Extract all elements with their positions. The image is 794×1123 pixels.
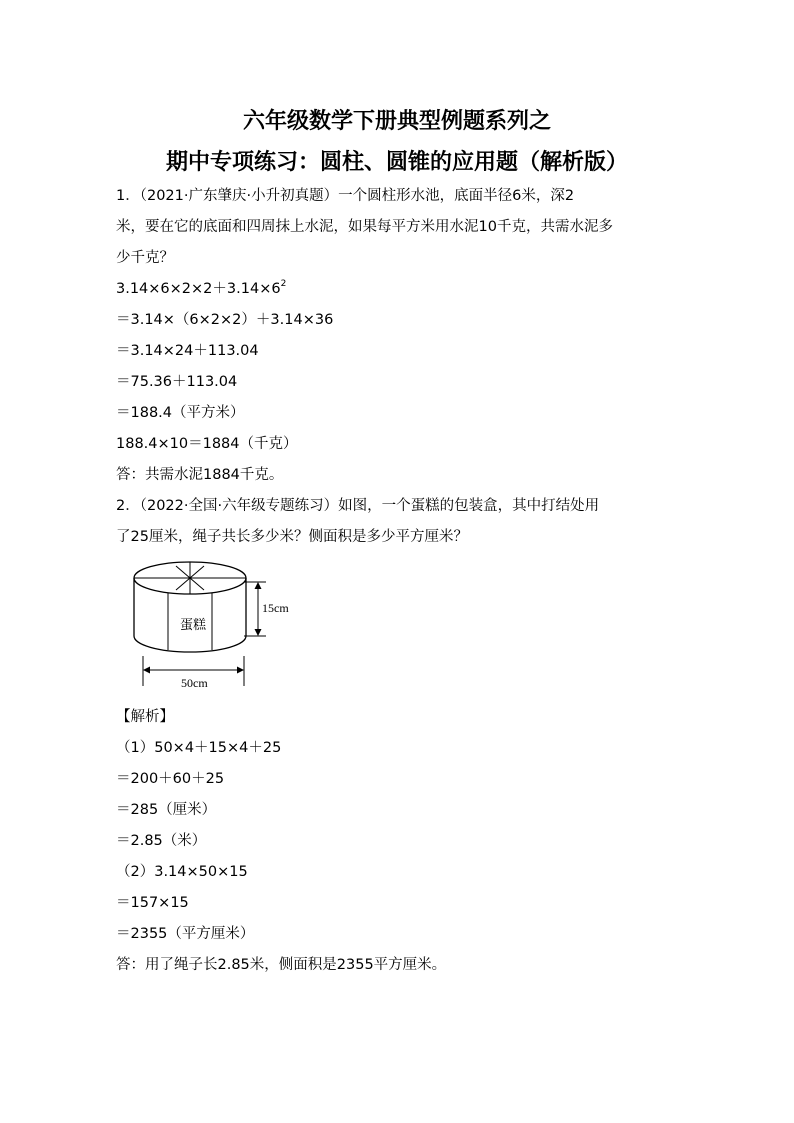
page-title: 六年级数学下册典型例题系列之 bbox=[242, 109, 551, 134]
cake-box-figure bbox=[116, 558, 316, 690]
page-subtitle: 期中专项练习：圆柱、圆锥的应用题（解析版） bbox=[165, 150, 628, 175]
question-1-text: 少千克？ bbox=[116, 250, 174, 266]
solution-step: （1）50×4＋15×4＋25 bbox=[116, 740, 282, 756]
solution-step: ＝3.14×24＋113.04 bbox=[116, 343, 259, 359]
question-1-text: 米，要在它的底面和四周抹上水泥，如果每平方米用水泥10千克，共需水泥多 bbox=[116, 219, 613, 235]
analysis-heading: 【解析】 bbox=[116, 709, 174, 725]
solution-step: $3.14\times 6\times 2\times 2+3.14\times 6^2$ bbox=[116, 279, 287, 297]
arrow-right bbox=[237, 667, 244, 674]
solution-step: 188.4×10＝1884（千克） bbox=[116, 436, 298, 452]
box-label: 蛋糕 bbox=[180, 617, 207, 632]
solution-step: ＝285（厘米） bbox=[116, 802, 217, 818]
solution-step: ＝200＋60＋25 bbox=[116, 771, 225, 787]
question-2-text: 了25厘米，绳子共长多少米？侧面积是多少平方厘米？ bbox=[116, 529, 468, 545]
arrow-down bbox=[255, 629, 262, 636]
question-2-text: 2．（2022·全国·六年级专题练习）如图，一个蛋糕的包装盒，其中打结处用 bbox=[116, 498, 600, 514]
cylinder-bottom bbox=[134, 636, 246, 652]
arrow-up bbox=[255, 582, 262, 589]
answer: 答：用了绳子长2.85米，侧面积是2355平方厘米。 bbox=[116, 957, 447, 973]
solution-step: ＝2.85（米） bbox=[116, 833, 207, 849]
arrow-left bbox=[143, 667, 150, 674]
width-label: 50cm bbox=[181, 676, 208, 690]
solution-step: ＝75.36＋113.04 bbox=[116, 374, 238, 390]
exponent: 2 bbox=[280, 279, 287, 290]
solution-step: ＝3.14×（6×2×2）＋3.14×36 bbox=[116, 312, 334, 328]
solution-step: ＝2355（平方厘米） bbox=[116, 926, 255, 942]
solution-step: （2）3.14×50×15 bbox=[116, 864, 248, 880]
question-1-text: 1．（2021·广东肇庆·小升初真题）一个圆柱形水池，底面半径6米，深2 bbox=[116, 188, 575, 204]
solution-step: ＝157×15 bbox=[116, 895, 189, 911]
height-label: 15cm bbox=[262, 601, 289, 615]
solution-step: ＝188.4（平方米） bbox=[116, 405, 245, 421]
answer: 答：共需水泥1884千克。 bbox=[116, 467, 284, 483]
